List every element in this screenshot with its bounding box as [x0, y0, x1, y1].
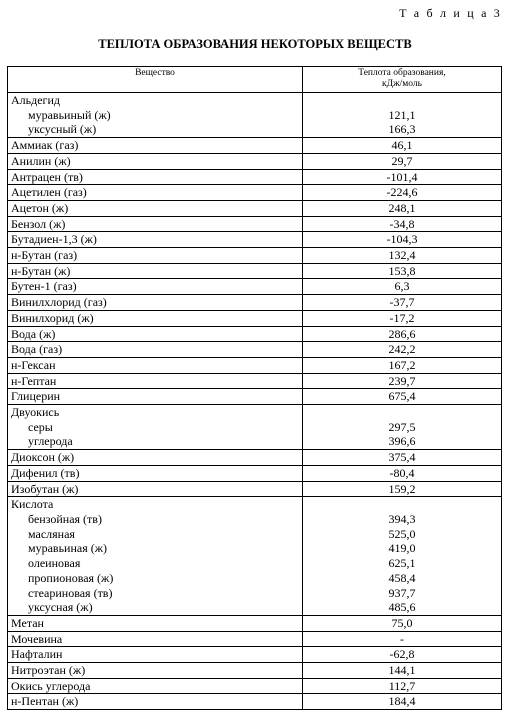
table-row	[8, 200, 502, 216]
table-row	[8, 326, 502, 342]
substance-name: н-Гептан	[11, 373, 57, 388]
table-row	[8, 631, 502, 647]
substance-name: н-Бутан (ж)	[11, 263, 71, 278]
heat-value: 242,2	[388, 342, 416, 357]
heat-value-cell	[303, 232, 502, 248]
heat-value-cell	[303, 497, 502, 616]
heat-value-cell	[303, 631, 502, 647]
table-row	[8, 279, 502, 295]
column-header-substance: Вещество	[8, 67, 303, 93]
column-header-heat-line1: Теплота образования,	[358, 68, 446, 78]
table-row	[8, 93, 502, 138]
table-row	[8, 389, 502, 405]
substance-name: Кислота	[11, 497, 54, 512]
heat-value: -104,3	[386, 232, 418, 247]
substance-cell	[8, 185, 303, 201]
substance-name: Бутадиен-1,3 (ж)	[11, 232, 97, 247]
heat-value: 375,4	[388, 450, 416, 465]
substance-cell	[8, 216, 303, 232]
heat-value-cell	[303, 153, 502, 169]
substance-name: Ацетилен (газ)	[11, 185, 87, 200]
heat-value-cell	[303, 678, 502, 694]
heat-value: 167,2	[388, 357, 416, 372]
table-row	[8, 663, 502, 679]
substance-cell	[8, 279, 303, 295]
substance-name: Окись углерода	[11, 678, 91, 693]
substance-subname: муравьиная (ж)	[28, 541, 108, 556]
table-row	[8, 185, 502, 201]
heat-value: 675,4	[388, 389, 416, 404]
column-header-heat	[303, 67, 502, 93]
table-row	[8, 615, 502, 631]
substance-subname: уксусный (ж)	[28, 122, 97, 137]
heat-value-cell	[303, 389, 502, 405]
heat-value: 458,4	[388, 570, 416, 585]
substance-subname: олеиновая	[28, 556, 81, 571]
heat-value-cell	[303, 405, 502, 450]
table-row	[8, 481, 502, 497]
heat-value: 121,1	[388, 107, 416, 122]
heat-value: 166,3	[388, 122, 416, 137]
substance-cell	[8, 310, 303, 326]
table-row	[8, 310, 502, 326]
substance-cell	[8, 200, 303, 216]
heat-value: 239,7	[388, 373, 416, 388]
table-row	[8, 405, 502, 450]
substance-name: Изобутан (ж)	[11, 481, 79, 496]
heat-value: -34,8	[389, 216, 415, 231]
substance-cell	[8, 615, 303, 631]
heat-value: 184,4	[388, 694, 416, 709]
substance-cell	[8, 232, 303, 248]
table-body	[8, 93, 502, 710]
substance-name: Бензол (ж)	[11, 216, 66, 231]
heat-value: 396,6	[388, 434, 416, 449]
substance-name: Мочевина	[11, 631, 63, 646]
table-row	[8, 138, 502, 154]
heat-value-cell	[303, 248, 502, 264]
heat-value-cell	[303, 295, 502, 311]
table-row	[8, 169, 502, 185]
table-row	[8, 450, 502, 466]
table-row	[8, 497, 502, 616]
heat-value: 525,0	[388, 526, 416, 541]
heat-value: 6,3	[394, 279, 410, 294]
heat-value: -62,8	[389, 647, 415, 662]
heat-value: 112,7	[388, 678, 416, 693]
heat-value-cell	[303, 481, 502, 497]
substance-cell	[8, 153, 303, 169]
substance-name: Двуокись	[11, 405, 60, 420]
substance-cell	[8, 295, 303, 311]
substance-name: Глицерин	[11, 389, 61, 404]
substance-cell	[8, 169, 303, 185]
substance-cell	[8, 373, 303, 389]
substance-name: Вода (газ)	[11, 342, 63, 357]
heat-value-cell	[303, 310, 502, 326]
table-row	[8, 232, 502, 248]
substance-cell	[8, 357, 303, 373]
heat-value: 286,6	[388, 326, 416, 341]
substance-name: Ацетон (ж)	[11, 200, 69, 215]
table-row	[8, 216, 502, 232]
heat-value-cell	[303, 450, 502, 466]
substance-subname: уксусная (ж)	[28, 600, 93, 615]
substance-name: Метан	[11, 615, 44, 630]
heat-value: -	[400, 631, 404, 646]
heat-value-cell	[303, 694, 502, 710]
table-row	[8, 295, 502, 311]
table-row	[8, 153, 502, 169]
heat-value: 297,5	[388, 419, 416, 434]
heat-value: 144,1	[388, 663, 416, 678]
substance-cell	[8, 694, 303, 710]
heat-value-cell	[303, 263, 502, 279]
heat-value-cell	[303, 647, 502, 663]
heat-of-formation-table	[7, 66, 502, 710]
substance-cell	[8, 389, 303, 405]
substance-subname: масляная	[28, 526, 75, 541]
substance-subname: пропионовая (ж)	[28, 570, 114, 585]
substance-name: Бутен-1 (газ)	[11, 279, 77, 294]
heat-value-cell	[303, 342, 502, 358]
heat-value: 485,6	[388, 600, 416, 615]
heat-value: 625,1	[388, 556, 416, 571]
substance-name: н-Гексан	[11, 357, 56, 372]
substance-name: Анилин (ж)	[11, 153, 71, 168]
substance-cell	[8, 663, 303, 679]
substance-subname: стеариновая (тв)	[28, 585, 113, 600]
heat-value-cell	[303, 185, 502, 201]
table-row	[8, 357, 502, 373]
substance-name: Аммиак (газ)	[11, 138, 79, 153]
substance-subname: муравьиный (ж)	[28, 107, 111, 122]
substance-cell	[8, 342, 303, 358]
table-row	[8, 373, 502, 389]
table-row	[8, 647, 502, 663]
substance-name: Диоксон (ж)	[11, 450, 75, 465]
substance-subname: бензойная (тв)	[28, 511, 102, 526]
substance-name: Дифенил (тв)	[11, 465, 80, 480]
heat-value: 937,7	[388, 585, 416, 600]
substance-cell	[8, 481, 303, 497]
heat-value: 419,0	[388, 541, 416, 556]
substance-cell	[8, 450, 303, 466]
table-header-row	[8, 67, 502, 93]
substance-cell	[8, 405, 303, 450]
heat-value-cell	[303, 169, 502, 185]
heat-value: 394,3	[388, 511, 416, 526]
column-header-heat-line2: кДж/моль	[381, 79, 422, 89]
table-row	[8, 465, 502, 481]
substance-subname: углерода	[28, 434, 73, 449]
heat-value-cell	[303, 200, 502, 216]
heat-value: -17,2	[389, 310, 415, 325]
heat-value: -37,7	[389, 295, 415, 310]
table-row	[8, 263, 502, 279]
table-row	[8, 248, 502, 264]
substance-cell	[8, 326, 303, 342]
substance-name: Винилхлорид (газ)	[11, 295, 107, 310]
substance-cell	[8, 138, 303, 154]
substance-cell	[8, 647, 303, 663]
table-title: ТЕПЛОТА ОБРАЗОВАНИЯ НЕКОТОРЫХ ВЕЩЕСТВ	[98, 37, 412, 51]
heat-value: 159,2	[388, 481, 416, 496]
substance-cell	[8, 465, 303, 481]
heat-value-cell	[303, 138, 502, 154]
substance-name: Нафталин	[11, 647, 63, 662]
heat-value: -224,6	[386, 185, 418, 200]
heat-value-cell	[303, 663, 502, 679]
heat-value: -101,4	[386, 169, 418, 184]
heat-value-cell	[303, 279, 502, 295]
heat-value: 29,7	[391, 153, 413, 168]
substance-name: н-Бутан (газ)	[11, 248, 78, 263]
substance-subname: серы	[28, 419, 53, 434]
heat-value: 132,4	[388, 248, 416, 263]
substance-cell	[8, 678, 303, 694]
substance-name: Вода (ж)	[11, 326, 56, 341]
substance-cell	[8, 263, 303, 279]
heat-value-cell	[303, 357, 502, 373]
substance-cell	[8, 497, 303, 616]
heat-value: -80,4	[389, 465, 415, 480]
heat-value-cell	[303, 373, 502, 389]
heat-value: 46,1	[391, 138, 413, 153]
substance-name: Винилхорид (ж)	[11, 310, 94, 325]
substance-name: Антрацен (тв)	[11, 169, 83, 184]
substance-name: н-Пентан (ж)	[11, 694, 79, 709]
heat-value: 75,0	[391, 615, 413, 630]
substance-name: Нитроэтан (ж)	[11, 663, 86, 678]
heat-value-cell	[303, 465, 502, 481]
heat-value: 153,8	[388, 263, 416, 278]
table-number-label: Т а б л и ц а 3	[399, 6, 502, 20]
substance-cell	[8, 93, 303, 138]
heat-value-cell	[303, 93, 502, 138]
substance-cell	[8, 631, 303, 647]
table-row	[8, 342, 502, 358]
table-row	[8, 694, 502, 710]
substance-cell	[8, 248, 303, 264]
heat-value-cell	[303, 216, 502, 232]
substance-name: Альдегид	[11, 93, 61, 107]
table-row	[8, 678, 502, 694]
heat-value-cell	[303, 615, 502, 631]
heat-value-cell	[303, 326, 502, 342]
heat-value: 248,1	[388, 200, 416, 215]
